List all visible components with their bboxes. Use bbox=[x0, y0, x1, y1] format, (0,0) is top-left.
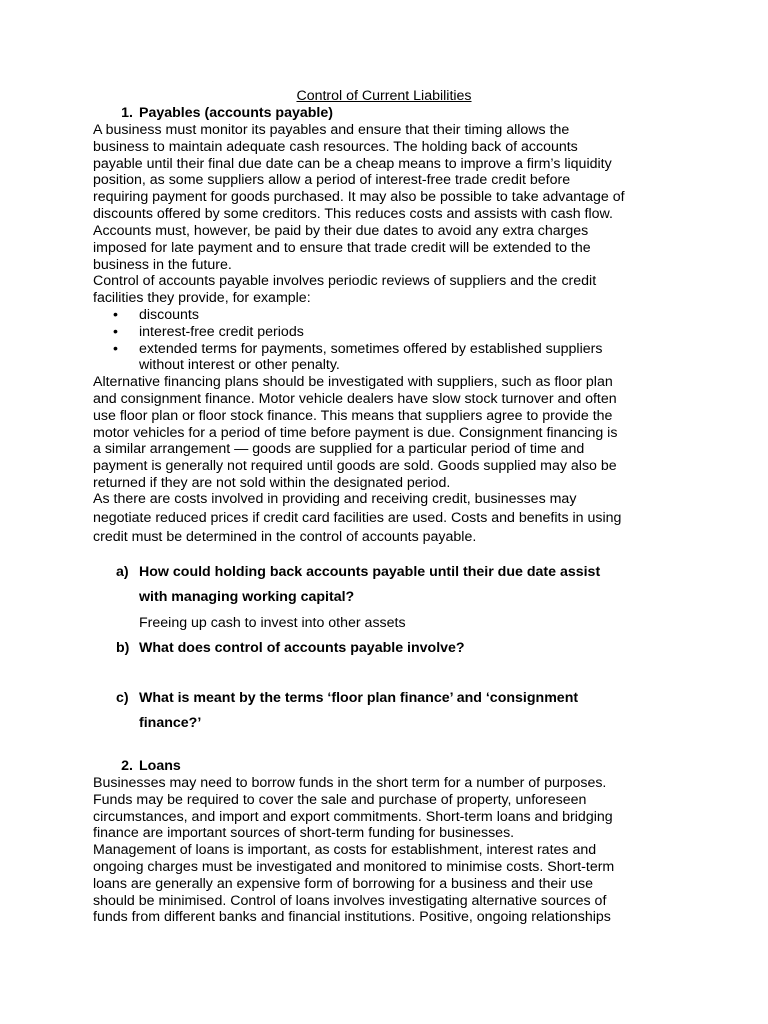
paragraph-line: facilities they provide, for example: bbox=[93, 290, 311, 306]
paragraph-line: Funds may be required to cover the sale and purchase of property, unforeseen bbox=[93, 792, 587, 808]
question-b-label: b) bbox=[116, 640, 130, 656]
question-a-text: with managing working capital? bbox=[139, 589, 355, 605]
paragraph-line: Alternative financing plans should be investigated with suppliers, such as floor plan bbox=[93, 374, 613, 390]
paragraph-line: Control of accounts payable involves periodic reviews of suppliers and the credit bbox=[93, 273, 597, 289]
question-a-label: a) bbox=[116, 564, 129, 580]
paragraph-line: business to maintain adequate cash resources. The holding back of accounts bbox=[93, 139, 578, 155]
bullet-icon: • bbox=[113, 341, 118, 357]
paragraph-line: loans are generally an expensive form of borrowing for a business and their use bbox=[93, 876, 593, 892]
question-c-text: What is meant by the terms ‘floor plan finance’ and ‘consignment bbox=[139, 690, 579, 706]
paragraph-line: should be minimised. Control of loans involves investigating alternative sources of bbox=[93, 893, 607, 909]
paragraph-line: credit must be determined in the control of accounts payable. bbox=[93, 529, 477, 545]
section-2-heading: Loans bbox=[139, 758, 181, 774]
paragraph-line: negotiate reduced prices if credit card facilities are used. Costs and benefits in using bbox=[93, 510, 622, 526]
paragraph-line: discounts offered by some creditors. This reduces costs and assists with cash flow. bbox=[93, 206, 613, 222]
paragraph-line: business in the future. bbox=[93, 257, 232, 273]
paragraph-line: funds from different banks and financial institutions. Positive, ongoing relationships bbox=[93, 909, 611, 925]
section-2-number: 2. bbox=[121, 758, 133, 774]
bullet-item: extended terms for payments, sometimes offered by established suppliers bbox=[139, 341, 603, 357]
paragraph-line: and consignment finance. Motor vehicle dealers have slow stock turnover and often bbox=[93, 391, 617, 407]
paragraph-line: circumstances, and import and export commitments. Short-term loans and bridging bbox=[93, 809, 613, 825]
paragraph-line: Accounts must, however, be paid by their due dates to avoid any extra charges bbox=[93, 223, 589, 239]
bullet-item: interest-free credit periods bbox=[139, 324, 304, 340]
section-1-heading: Payables (accounts payable) bbox=[139, 105, 333, 121]
paragraph-line: imposed for late payment and to ensure that trade credit will be extended to the bbox=[93, 240, 591, 256]
question-b-text: What does control of accounts payable involve? bbox=[139, 640, 465, 656]
paragraph-line: finance are important sources of short-term funding for businesses. bbox=[93, 825, 515, 841]
question-a-text: How could holding back accounts payable until their due date assist bbox=[139, 564, 601, 580]
paragraph-line: A business must monitor its payables and ensure that their timing allows the bbox=[93, 122, 570, 138]
document-title: Control of Current Liabilities bbox=[296, 88, 472, 104]
paragraph-line: payable until their final due date can be a cheap means to improve a firm’s liquidity bbox=[93, 156, 612, 172]
question-c-label: c) bbox=[116, 690, 129, 706]
paragraph-line: returned if they are not sold within the designated period. bbox=[93, 475, 451, 491]
paragraph-line: requiring payment for goods purchased. It may also be possible to take advantage of bbox=[93, 189, 625, 205]
paragraph-line: Management of loans is important, as costs for establishment, interest rates and bbox=[93, 842, 597, 858]
bullet-item-continuation: without interest or other penalty. bbox=[139, 357, 340, 373]
bullet-icon: • bbox=[113, 307, 118, 323]
section-1-number: 1. bbox=[121, 105, 133, 121]
paragraph-line: a similar arrangement — goods are supplied for a particular period of time and bbox=[93, 441, 585, 457]
paragraph-line: use floor plan or floor stock finance. This means that suppliers agree to provide the bbox=[93, 408, 613, 424]
answer-a-text: Freeing up cash to invest into other assets bbox=[139, 615, 406, 631]
bullet-item: discounts bbox=[139, 307, 199, 323]
paragraph-line: payment is generally not required until goods are sold. Goods supplied may also be bbox=[93, 458, 617, 474]
paragraph-line: ongoing charges must be investigated and monitored to minimise costs. Short-term bbox=[93, 859, 615, 875]
paragraph-line: motor vehicles for a period of time before payment is due. Consignment financing is bbox=[93, 425, 618, 441]
paragraph-line: position, as some suppliers allow a period of interest-free trade credit before bbox=[93, 172, 571, 188]
paragraph-line: Businesses may need to borrow funds in the short term for a number of purposes. bbox=[93, 775, 607, 791]
question-c-text: finance?’ bbox=[139, 715, 202, 731]
paragraph-line: As there are costs involved in providing and receiving credit, businesses may bbox=[93, 491, 577, 507]
bullet-icon: • bbox=[113, 324, 118, 340]
